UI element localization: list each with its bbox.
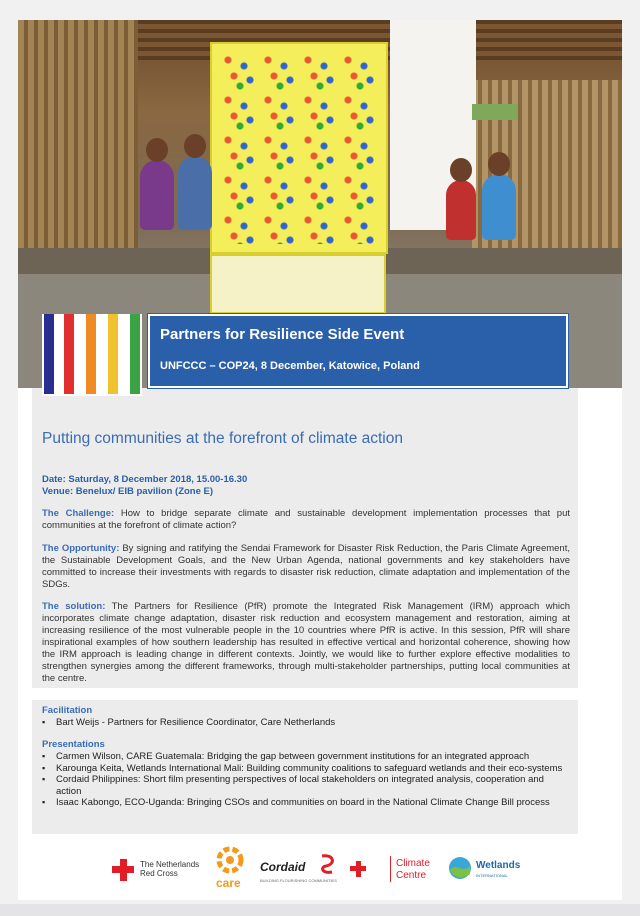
partner-logos [108,846,538,892]
community-map [210,42,388,254]
banner-subtitle: UNFCCC – COP24, 8 December, Katowice, Poland [160,360,420,372]
list-item: ▪ Bart Weijs - Partners for Resilience Coordinator, Care Netherlands [42,717,570,729]
banner-title: Partners for Resilience Side Event [160,326,405,343]
wetlands-wordmark: Wetlands [476,860,521,871]
bottom-margin [0,904,640,916]
facilitation-list [42,717,570,729]
event-date: Date: Saturday, 8 December 2018, 15.00-16.30 [42,474,248,485]
care-wordmark: care [216,876,241,890]
event-venue: Venue: Benelux/ EIB pavilion (Zone E) [42,486,214,497]
cordaid-swirl-icon [318,852,338,876]
red-crescent-icon [370,858,386,880]
climate-centre-line2: Centre [396,870,427,881]
bar-red [64,314,74,394]
wetlands-tagline: INTERNATIONAL [476,873,508,878]
list-item: ▪ Carmen Wilson, CARE Guatemala: Bridging the gap between government institutions for an integrated approach [42,751,570,763]
challenge-text: How to bridge separate climate and sustainable development implementation processes that put communities at the forefront of climate action? [42,508,570,531]
bar-blue [44,314,54,394]
cordaid-wordmark: Cordaid [260,860,306,874]
list-item: ▪ Karounga Keita, Wetlands International Mali: Building community coalitions to safeguard wetlands and their eco-systems [42,763,570,775]
map-legend [210,254,386,314]
presentations-list [42,751,570,809]
presentations-title: Presentations [42,739,105,750]
care-logo [212,846,248,892]
climate-centre-line1: Climate [396,858,430,869]
child-2 [178,156,212,230]
cordaid-logo [258,846,342,892]
opportunity-paragraph [42,543,570,591]
list-item: ▪ Cordaid Philippines: Short film presenting perspectives of local stakeholders on integrated analysis, cooperation and action [42,774,570,797]
care-hands-icon [216,846,244,874]
green-sign [472,104,518,120]
event-details [42,474,247,498]
opportunity-label: The Opportunity: [42,543,120,554]
solution-label: The solution: [42,601,106,612]
bar-green [130,314,140,394]
solution-text: The Partners for Resilience (PfR) promote the Integrated Risk Management (IRM) approach which incorporates climate change adaptation, disaster risk reduction and ecosystem management and restoration, aiming at increasing resilience of the most vulnerable people in the 10 countries where PfR is active. In this session, PfR will share inspirational examples of how southern leadership has resulted in effective vertical and horizontal coherence, showing how the IRM approach is leading change in different contexts. Jointly, we would like to further explore effective modalities to strengthen synergies among the different frameworks, through multi-stakeholder partnerships, putting local communities at the centre. [42,601,570,684]
color-bars [42,314,142,396]
redcross-line2: Red Cross [140,869,178,878]
netherlands-red-cross-logo [108,846,204,892]
challenge-label: The Challenge: [42,508,115,519]
child-1 [140,160,174,230]
opportunity-text: By signing and ratifying the Sendai Framework for Disaster Risk Reduction, the Paris Climate Agreement, the Sustainable Development Goals, and the New Urban Agenda, national governments and key stakeholders have committed to increase their investments with regards to disaster risk reduction, climate adaptation and implementation of the SDGs. [42,543,570,590]
bar-orange [86,314,96,394]
bar-yellow [108,314,118,394]
list-item: ▪ Isaac Kabongo, ECO-Uganda: Bringing CSOs and communities on board in the National Climate Change Bill process [42,797,570,809]
event-banner [148,314,568,388]
solution-paragraph [42,601,570,685]
wetlands-globe-icon [448,856,472,880]
child-3 [446,180,476,240]
page-title: Putting communities at the forefront of climate action [42,430,403,447]
child-4 [482,174,516,240]
wetlands-international-logo [448,846,538,892]
climate-centre-logo [350,846,442,892]
redcross-line1: The Netherlands [140,860,200,869]
facilitation-title: Facilitation [42,705,93,716]
cordaid-tagline: BUILDING FLOURISHING COMMUNITIES [260,878,337,883]
challenge-paragraph [42,508,570,532]
